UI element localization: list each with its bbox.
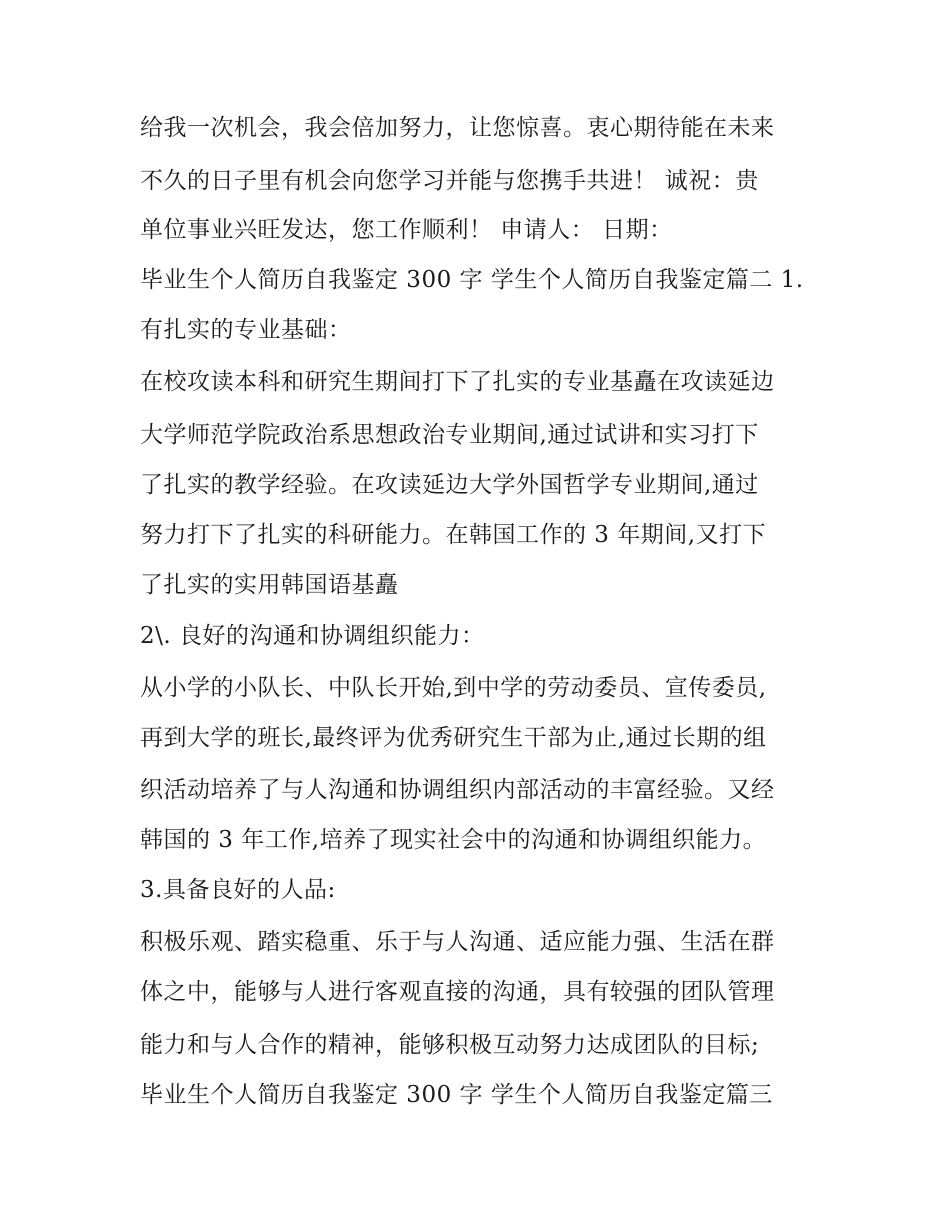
text-line-15: 韩国的 3 年工作,培养了现实社会中的沟通和协调组织能力。 <box>140 827 767 853</box>
text-line-2: 不久的日子里有机会向您学习并能与您携手共进！ 诚祝：贵 <box>140 168 759 194</box>
subheading-2: 2\. 良好的沟通和协调组织能力： <box>140 623 485 649</box>
text-line-13: 再到大学的班长,最终评为优秀研究生干部为止,通过长期的组 <box>140 725 767 751</box>
section-heading-2: 毕业生个人简历自我鉴定 300 字 学生个人简历自我鉴定篇二 1. <box>140 267 804 293</box>
subheading-3: 3.具备良好的人品: <box>140 877 336 903</box>
text-line-18: 体之中，能够与人进行客观直接的沟通，具有较强的团队管理 <box>140 979 775 1005</box>
text-line-3: 单位事业兴旺发达，您工作顺利！ 申请人： 日期： <box>140 217 673 243</box>
text-line-10: 了扎实的实用韩国语基矗 <box>140 572 399 598</box>
text-line-6: 在校攻读本科和研究生期间打下了扎实的专业基矗在攻读延边 <box>140 369 775 395</box>
subheading-1: 有扎实的专业基础： <box>140 317 352 343</box>
text-line-17: 积极乐观、踏实稳重、乐于与人沟通、适应能力强、生活在群 <box>140 929 775 955</box>
text-line-1: 给我一次机会，我会倍加努力，让您惊喜。衷心期待能在未来 <box>140 115 775 141</box>
text-line-12: 从小学的小队长、中队长开始,到中学的劳动委员、宣传委员, <box>140 675 767 701</box>
section-heading-3: 毕业生个人简历自我鉴定 300 字 学生个人简历自我鉴定篇三 <box>140 1082 773 1108</box>
text-line-9: 努力打下了扎实的科研能力。在韩国工作的 3 年期间,又打下 <box>140 522 767 548</box>
text-line-14: 织活动培养了与人沟通和协调组织内部活动的丰富经验。又经 <box>140 777 775 803</box>
text-line-8: 了扎实的教学经验。在攻读延边大学外国哲学专业期间,通过 <box>140 472 759 498</box>
text-line-7: 大学师范学院政治系思想政治专业期间,通过试讲和实习打下 <box>140 422 759 448</box>
text-line-19: 能力和与人合作的精神，能够积极互动努力达成团队的目标; <box>140 1032 760 1058</box>
